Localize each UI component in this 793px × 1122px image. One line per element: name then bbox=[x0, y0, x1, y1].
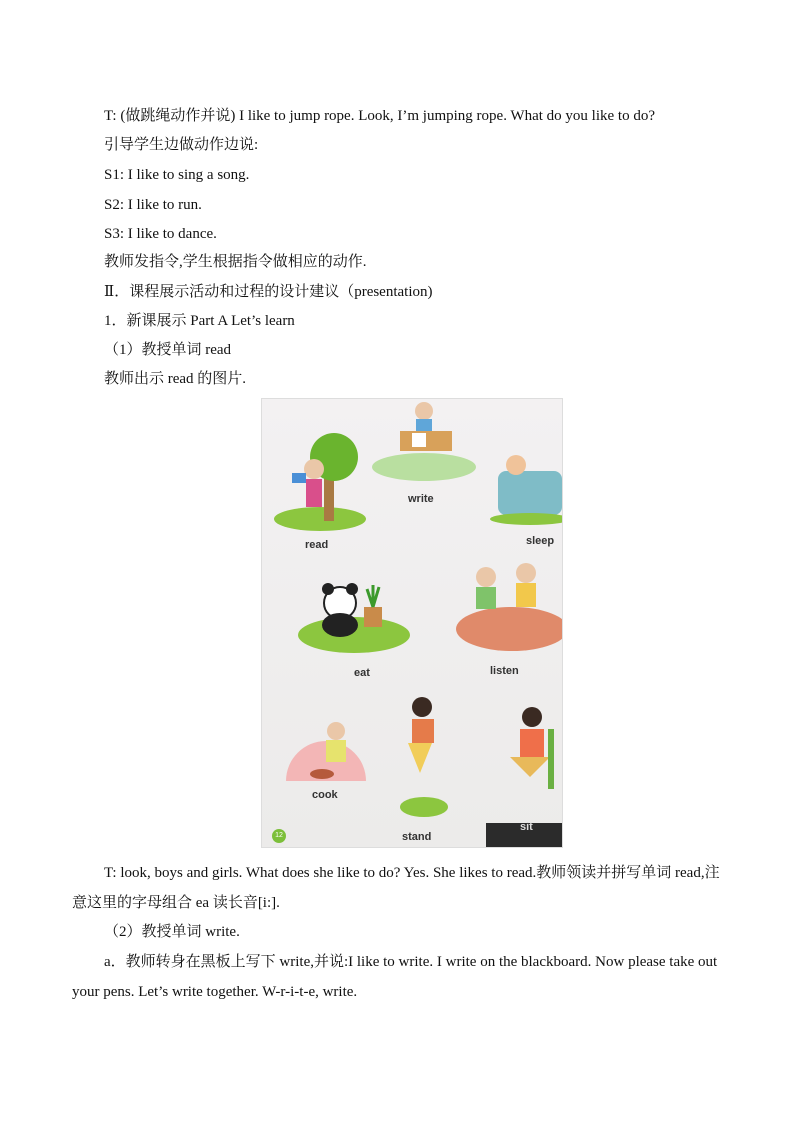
text-line: S2: I like to run. bbox=[104, 197, 202, 213]
picture-label-sit: sit bbox=[520, 821, 533, 833]
text-line: 引导学生边做动作边说: bbox=[104, 137, 259, 153]
picture-label-listen: listen bbox=[490, 665, 519, 677]
item-heading: （2）教授单词 write. bbox=[104, 924, 240, 940]
paragraph: a．教师转身在黑板上写下 write,并说:I like to write. I write on the blackboard. Now please take out your pens. Let’s write together. W-r-i-t-e, write. bbox=[72, 954, 718, 1000]
section-heading: Ⅱ．课程展示活动和过程的设计建议（presentation) bbox=[104, 284, 433, 300]
text-line: T: (做跳绳动作并说) I like to jump rope. Look, I’m jumping rope. What do you like to do? bbox=[104, 108, 655, 124]
picture-label-read: read bbox=[305, 539, 329, 551]
text-line: S1: I like to sing a song. bbox=[104, 167, 250, 183]
textbook-page-number: 12 bbox=[272, 829, 286, 843]
subsection-heading: 1．新课展示 Part A Let’s learn bbox=[104, 313, 295, 329]
text-line: 教师发指令,学生根据指令做相应的动作. bbox=[104, 254, 367, 270]
picture-label-write: write bbox=[408, 493, 434, 505]
text-line: S3: I like to dance. bbox=[104, 226, 217, 242]
text-line: 教师出示 read 的图片. bbox=[104, 371, 247, 387]
item-heading: （1）教授单词 read bbox=[104, 342, 232, 358]
textbook-picture bbox=[261, 398, 563, 848]
picture-label-stand: stand bbox=[402, 831, 432, 843]
picture-label-cook: cook bbox=[312, 789, 338, 801]
picture-label-sleep: sleep bbox=[526, 535, 555, 547]
picture-illustration bbox=[262, 399, 562, 847]
picture-label-eat: eat bbox=[354, 667, 370, 679]
paragraph: T: look, boys and girls. What does she like to do? Yes. She likes to read.教师领读并拼写单词 read,注意这里的字母组合 ea 读长音[i:]. bbox=[72, 865, 720, 911]
